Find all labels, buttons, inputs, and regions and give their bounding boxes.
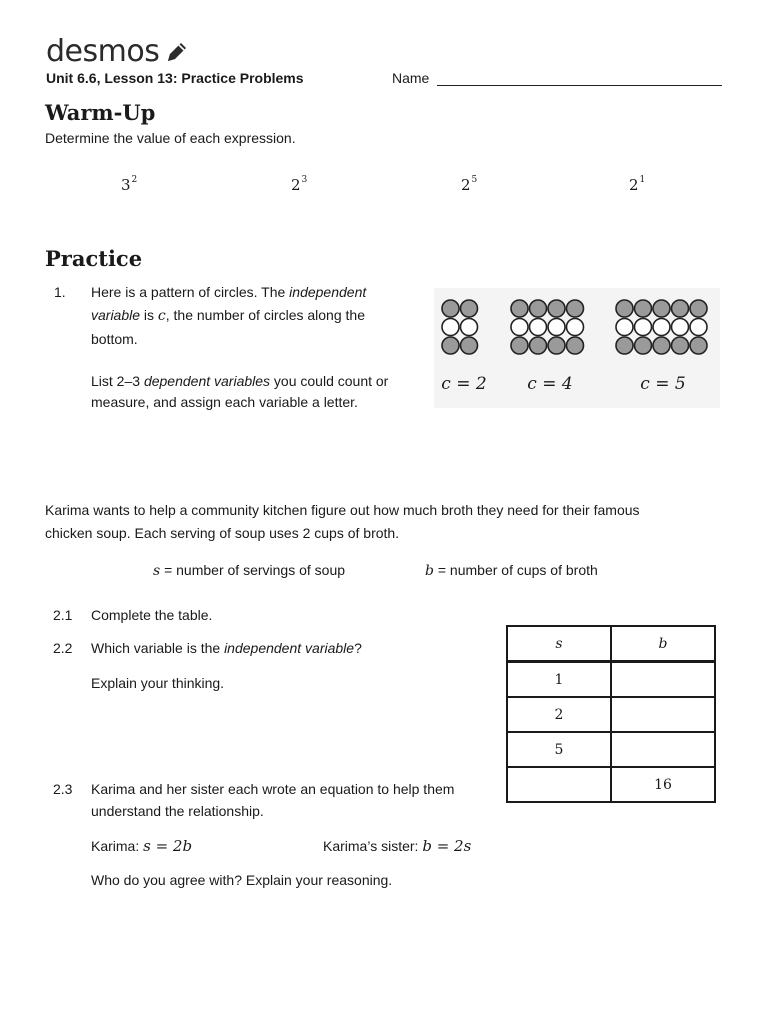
expression-2 <box>291 176 307 194</box>
table-row <box>507 767 715 802</box>
definition-b <box>425 559 598 583</box>
empty-circle <box>442 319 459 336</box>
question-2-3-prompt: Who do you agree with? Explain your reasoning. <box>91 872 393 888</box>
question-1-number: 1. <box>54 284 66 300</box>
filled-circle <box>461 300 478 317</box>
table-row <box>507 732 715 767</box>
expression-base: 2 <box>461 176 471 194</box>
empty-circle <box>461 319 478 336</box>
definition-text: = number of servings of soup <box>160 562 346 578</box>
table-row <box>507 662 715 698</box>
pencil-icon <box>165 40 189 64</box>
circle-pattern-figure <box>434 288 720 408</box>
equation-label: Karima: <box>91 838 144 854</box>
equation-text: s = 2b <box>143 837 193 855</box>
table-cell[interactable] <box>611 697 715 732</box>
text-run: List 2–3 <box>91 373 144 389</box>
math-variable: s <box>153 563 161 579</box>
filled-circle <box>548 300 565 317</box>
empty-circle <box>530 319 547 336</box>
text-run: , the number of circles along the <box>165 307 365 323</box>
intro-line: Karima wants to help a community kitchen figure out how much broth they need for their famous <box>45 502 640 518</box>
filled-circle <box>616 300 633 317</box>
expression-base: 2 <box>291 176 301 194</box>
text-run: ? <box>354 640 362 656</box>
table-cell[interactable] <box>507 767 611 802</box>
question-1-line <box>91 281 421 304</box>
empty-circle <box>616 319 633 336</box>
filled-circle <box>616 337 633 354</box>
question-2-intro <box>45 499 735 545</box>
text-run: is <box>140 307 158 323</box>
question-2-2-number: 2.2 <box>53 640 73 656</box>
definition-s <box>153 559 345 583</box>
figure-label: c = 4 <box>527 374 573 394</box>
filled-circle <box>653 300 670 317</box>
question-2-1-number: 2.1 <box>53 607 73 623</box>
question-1-text <box>91 281 421 414</box>
table-row <box>507 697 715 732</box>
filled-circle <box>635 337 652 354</box>
table-cell[interactable]: 1 <box>507 662 611 698</box>
question-2-2-text <box>91 637 362 660</box>
filled-circle <box>653 337 670 354</box>
filled-circle <box>511 300 528 317</box>
filled-circle <box>530 300 547 317</box>
expression-exponent: 1 <box>639 175 646 185</box>
emphasis-text: independent <box>289 284 367 300</box>
name-label: Name <box>392 70 430 86</box>
filled-circle <box>567 300 584 317</box>
question-2-3-text <box>91 778 491 823</box>
warmup-instructions: Determine the value of each expression. <box>45 130 296 146</box>
table-cell[interactable] <box>611 662 715 698</box>
empty-circle <box>672 319 689 336</box>
text-run: you could count or <box>270 373 389 389</box>
question-1-line: bottom. <box>91 331 138 347</box>
intro-line: chicken soup. Each serving of soup uses 2 cups of broth. <box>45 525 400 541</box>
filled-circle <box>672 337 689 354</box>
emphasis-text: variable <box>91 307 141 323</box>
name-blank-line[interactable] <box>437 85 722 86</box>
lesson-title: Unit 6.6, Lesson 13: Practice Problems <box>46 70 304 86</box>
figure-label: c = 5 <box>640 374 686 394</box>
definition-text: = number of cups of broth <box>433 562 598 578</box>
expression-exponent: 5 <box>471 175 478 185</box>
math-variable: c <box>157 308 166 324</box>
expression-base: 3 <box>121 176 131 194</box>
practice-heading: Practice <box>45 246 143 271</box>
table-cell[interactable]: 2 <box>507 697 611 732</box>
filled-circle <box>442 337 459 354</box>
question-2-2-explain: Explain your thinking. <box>91 675 225 691</box>
figure-label: c = 2 <box>441 374 487 394</box>
question-1-line <box>91 370 421 393</box>
table-cell[interactable]: 5 <box>507 732 611 767</box>
empty-circle <box>567 319 584 336</box>
filled-circle <box>511 337 528 354</box>
table-cell[interactable] <box>611 732 715 767</box>
expression-4 <box>629 176 645 194</box>
filled-circle <box>690 337 707 354</box>
filled-circle <box>672 300 689 317</box>
expression-exponent: 2 <box>131 175 138 185</box>
value-table <box>506 625 716 803</box>
expression-1 <box>121 176 137 194</box>
warmup-heading: Warm-Up <box>45 100 156 125</box>
table-header-b: b <box>611 626 715 662</box>
text-run: Which variable is the <box>91 640 225 656</box>
filled-circle <box>567 337 584 354</box>
empty-circle <box>635 319 652 336</box>
karima-equation <box>91 835 192 858</box>
table-header-s: s <box>507 626 611 662</box>
logo-text: desmos <box>46 34 160 69</box>
question-2-1-text: Complete the table. <box>91 607 213 623</box>
question-2-3-line: Karima and her sister each wrote an equation to help them <box>91 781 455 797</box>
circle-pattern-svg <box>434 288 720 408</box>
filled-circle <box>548 337 565 354</box>
question-2-3-number: 2.3 <box>53 781 73 797</box>
filled-circle <box>461 337 478 354</box>
text-run: Here is a pattern of circles. The <box>91 284 290 300</box>
filled-circle <box>442 300 459 317</box>
equation-text: b = 2s <box>422 837 472 855</box>
table-header-row <box>507 626 715 662</box>
question-1-line <box>91 304 421 328</box>
empty-circle <box>690 319 707 336</box>
table-cell[interactable]: 16 <box>611 767 715 802</box>
filled-circle <box>530 337 547 354</box>
filled-circle <box>690 300 707 317</box>
expression-base: 2 <box>629 176 639 194</box>
emphasis-text: dependent variables <box>143 373 271 389</box>
equation-label: Karima’s sister: <box>323 838 423 854</box>
expression-exponent: 3 <box>301 175 308 185</box>
question-1-line: measure, and assign each variable a letter. <box>91 394 358 410</box>
question-2-3-line: understand the relationship. <box>91 803 264 819</box>
sister-equation <box>323 835 471 858</box>
empty-circle <box>548 319 565 336</box>
desmos-logo <box>46 34 189 69</box>
expression-3 <box>461 176 477 194</box>
emphasis-text: independent variable <box>224 640 355 656</box>
empty-circle <box>511 319 528 336</box>
math-variable: b <box>425 563 434 579</box>
filled-circle <box>635 300 652 317</box>
empty-circle <box>653 319 670 336</box>
